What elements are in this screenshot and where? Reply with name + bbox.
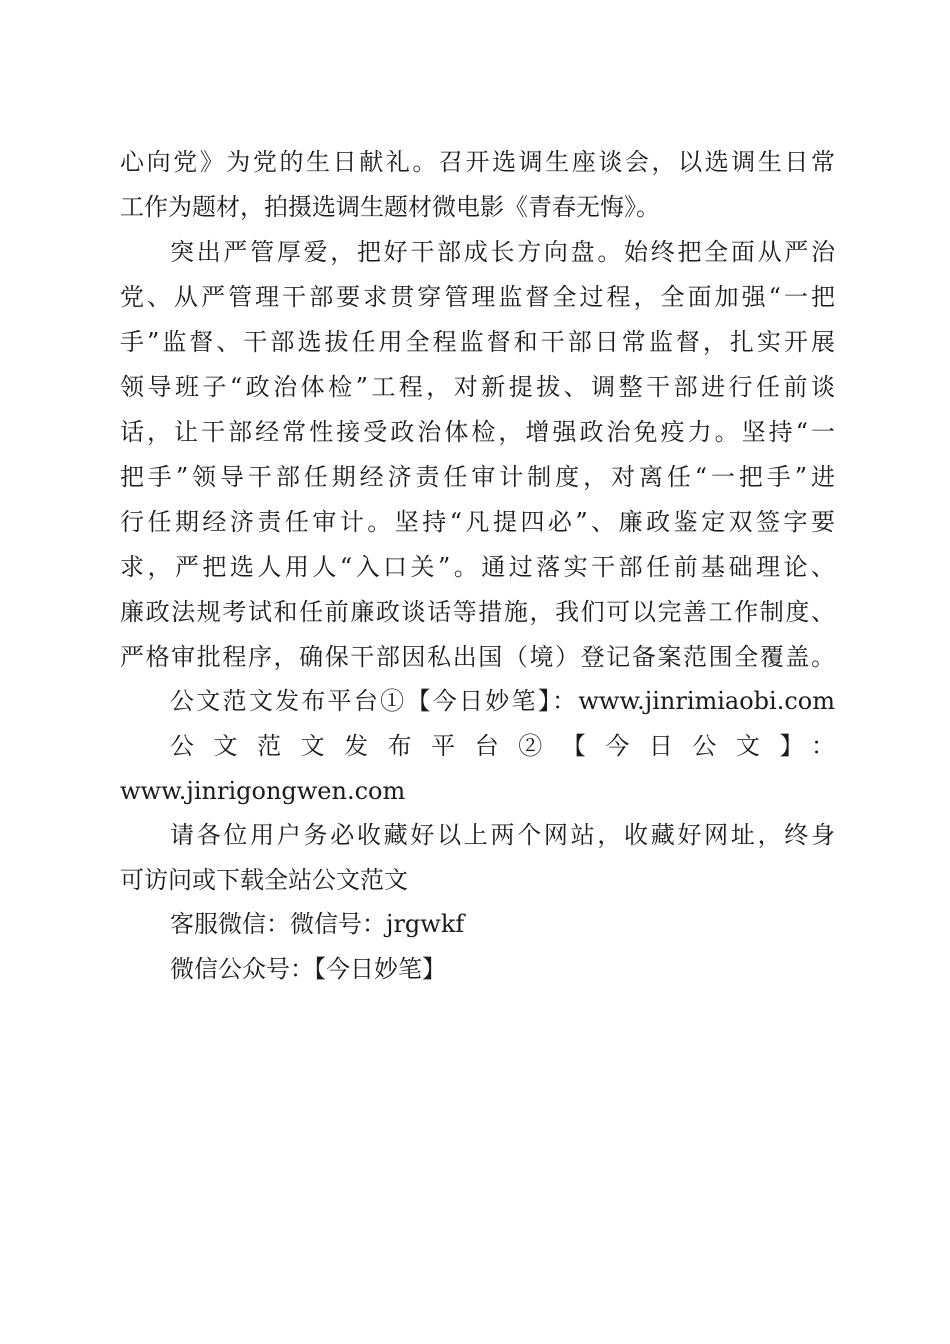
text-line: 廉政法规考试和任前廉政谈话等措施，我们可以完善工作制度、 (120, 598, 835, 626)
text-line: 话，让干部经常性接受政治体检，增强政治免疫力。坚持“一 (120, 418, 835, 446)
text-line: 公文范文发布平台②【今日公文】： (170, 732, 835, 760)
text-line: 可访问或下载全站公文范文 (120, 866, 408, 894)
text-line: 工作为题材，拍摄选调生题材微电影《青春无悔》。 (120, 193, 660, 221)
text-line: 微信公众号：【今日妙笔】 (170, 955, 446, 983)
text-line: 心向党》为党的生日献礼。召开选调生座谈会，以选调生日常 (120, 148, 835, 176)
text-line: 请各位用户务必收藏好以上两个网站，收藏好网址，终身 (170, 821, 835, 849)
text-line: 严格审批程序，确保干部因私出国（境）登记备案范围全覆盖。 (120, 643, 835, 671)
text-line: 客服微信：微信号：jrgwkf (170, 910, 465, 938)
text-line: 党、从严管理干部要求贯穿管理监督全过程，全面加强“一把 (120, 283, 835, 311)
text-line: 突出严管厚爱，把好干部成长方向盘。始终把全面从严治 (170, 238, 835, 266)
text-line: www.jinrigongwen.com (120, 777, 406, 805)
text-line: 手”监督、干部选拔任用全程监督和干部日常监督，扎实开展 (120, 328, 835, 356)
text-line: 求，严把选人用人“入口关”。通过落实干部任前基础理论、 (120, 553, 835, 581)
text-line: 行任期经济责任审计。坚持“凡提四必”、廉政鉴定双签字要 (120, 508, 835, 536)
text-line: 公文范文发布平台①【今日妙笔】：www.jinrimiaobi.com (170, 687, 835, 715)
text-line: 把手”领导干部任期经济责任审计制度，对离任“一把手”进 (120, 463, 835, 491)
text-line: 领导班子“政治体检”工程，对新提拔、调整干部进行任前谈 (120, 373, 835, 401)
